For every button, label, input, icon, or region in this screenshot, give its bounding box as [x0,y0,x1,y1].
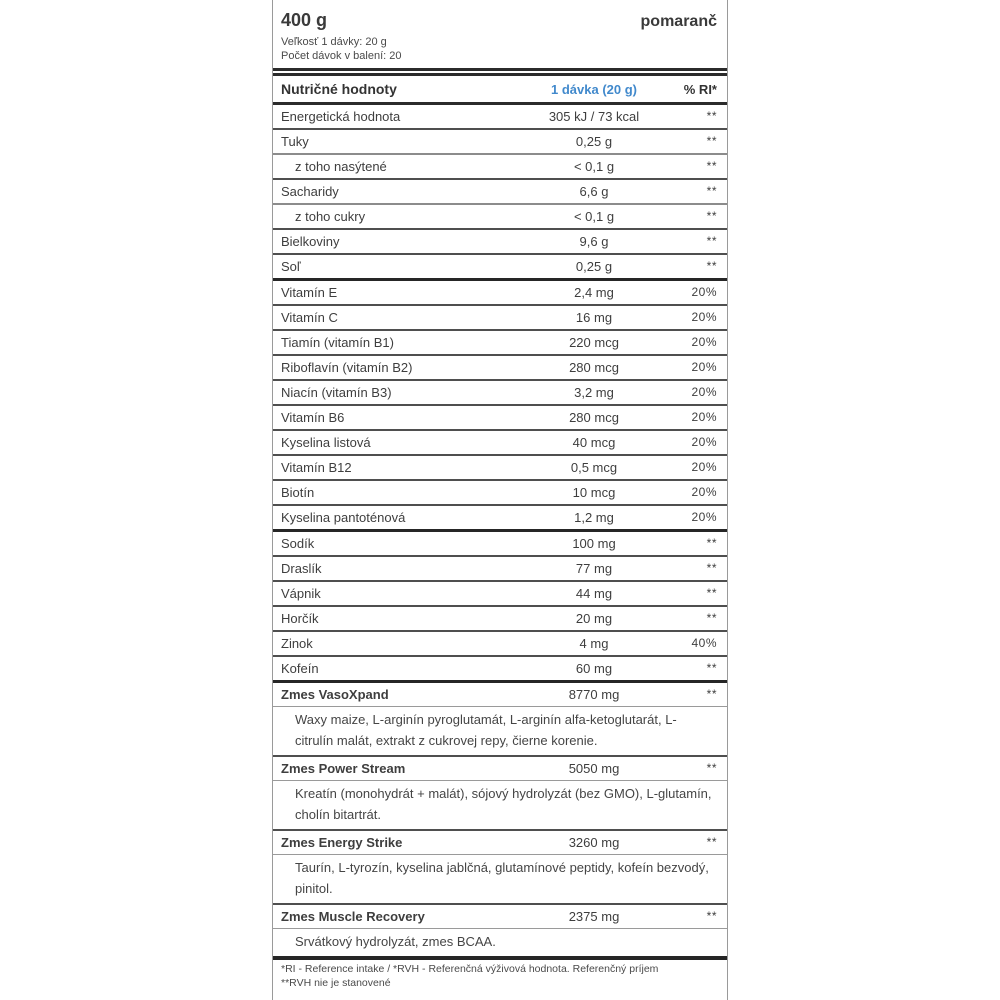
row-label: Vitamín B12 [281,460,352,475]
column-header-ri: % RI* [683,81,717,97]
row-label: Energetická hodnota [281,109,401,124]
row-value: 5050 mg [568,761,620,776]
row-ri: 20% [691,410,717,424]
table-row [273,504,727,529]
row-label: z toho cukry [295,209,366,224]
label-header [273,8,727,35]
nutrition-label [272,0,728,1000]
row-value: 3,2 mg [574,385,614,400]
row-value: 100 mg [572,536,616,551]
row-ri: 20% [691,460,717,474]
row-label: Kofeín [281,661,319,676]
row-label: Zmes Power Stream [281,761,406,776]
row-value: 60 mg [575,661,613,676]
table-row [273,655,727,680]
row-label: Sacharidy [281,184,339,199]
table-row [273,278,727,304]
table-row [273,479,727,504]
row-ri: ** [706,687,717,701]
row-value: 10 mcg [572,485,616,500]
row-label: Zmes Muscle Recovery [281,909,425,924]
row-label: Tiamín (vitamín B1) [281,335,394,350]
table-row [273,178,727,203]
row-value: 16 mg [575,310,613,325]
row-value: 280 mcg [569,410,619,425]
ingredient-description: Taurín, L-tyrozín, kyselina jablčná, glutamínové peptidy, kofeín bezvodý, pinitol. [273,854,727,903]
row-ri: ** [706,109,717,123]
row-value: 280 mcg [569,360,619,375]
table-row [273,630,727,655]
row-value: 6,6 g [579,184,609,199]
row-value: < 0,1 g [573,209,615,224]
table-row [273,153,727,178]
row-label: Vitamín C [281,310,338,325]
row-ri: ** [706,611,717,625]
row-value: 0,5 mcg [570,460,618,475]
table-row [273,228,727,253]
row-ri: 20% [691,385,717,399]
table-row [273,429,727,454]
row-ri: ** [706,835,717,849]
table-row [273,454,727,479]
ingredient-description: Waxy maize, L-arginín pyroglutamát, L-arginín alfa-ketoglutarát, L-citrulín malát, extrakt z cukrovej repy, čierne korenie. [273,706,727,755]
row-ri: ** [706,661,717,675]
table-row [273,605,727,630]
table-row [273,404,727,429]
row-value: 2375 mg [568,909,620,924]
row-value: 0,25 g [575,134,613,149]
row-label: Kyselina pantoténová [281,510,406,525]
row-value: 305 kJ / 73 kcal [548,109,640,124]
column-header-nutrients: Nutričné hodnoty [281,81,397,97]
product-weight: 400 g [281,10,328,30]
row-label: Zmes VasoXpand [281,687,389,702]
row-ri: ** [706,909,717,923]
table-row [273,304,727,329]
row-value: 0,25 g [575,259,613,274]
table-header-row [273,68,727,105]
row-value: 4 mg [579,636,609,651]
row-ri: ** [706,536,717,550]
row-label: Zmes Energy Strike [281,835,403,850]
serving-size-line: Veľkosť 1 dávky: 20 g [281,36,387,48]
table-row [273,379,727,404]
row-label: Draslík [281,561,322,576]
footnote-ri: *RI - Reference intake / *RVH - Referenčná výživová hodnota. Referenčný príjem [281,963,659,975]
row-ri: ** [706,209,717,223]
ingredient-description: Kreatín (monohydrát + malát), sójový hydrolyzát (bez GMO), L-glutamín, cholín bitartrát. [273,780,727,829]
row-value: 40 mcg [572,435,616,450]
row-ri: ** [706,561,717,575]
row-label: Tuky [281,134,309,149]
table-row [273,829,727,854]
row-label: Biotín [281,485,315,500]
row-label: Vitamín B6 [281,410,345,425]
row-label: Bielkoviny [281,234,340,249]
row-ri: 20% [691,335,717,349]
table-row [273,105,727,128]
row-ri: 20% [691,310,717,324]
table-row [273,253,727,278]
row-label: Vápnik [281,586,321,601]
product-flavor: pomaranč [640,13,717,30]
table-row [273,329,727,354]
row-label: Riboflavín (vitamín B2) [281,360,413,375]
row-value: 77 mg [575,561,613,576]
table-row [273,555,727,580]
row-ri: 20% [691,435,717,449]
row-ri: ** [706,259,717,273]
row-label: Vitamín E [281,285,338,300]
row-value: < 0,1 g [573,159,615,174]
row-value: 44 mg [575,586,613,601]
row-ri: 20% [691,360,717,374]
row-ri: ** [706,184,717,198]
row-value: 2,4 mg [574,285,614,300]
row-ri: ** [706,761,717,775]
row-ri: ** [706,234,717,248]
ingredient-description: Srvátkový hydrolyzát, zmes BCAA. [273,928,727,956]
table-row [273,755,727,780]
row-ri: ** [706,586,717,600]
row-ri: 20% [691,285,717,299]
row-label: Soľ [281,259,301,274]
servings-count-line: Počet dávok v balení: 20 [281,50,402,62]
row-ri: 20% [691,485,717,499]
row-label: Kyselina listová [281,435,371,450]
footnotes [273,956,727,992]
table-row [273,128,727,153]
row-label: z toho nasýtené [295,159,387,174]
table-row [273,903,727,928]
row-ri: 20% [691,510,717,524]
table-row [273,529,727,555]
row-label: Horčík [281,611,319,626]
row-value: 220 mcg [569,335,619,350]
nutrition-rows [273,105,727,956]
row-value: 9,6 g [579,234,609,249]
table-row [273,203,727,228]
column-header-serving: 1 dávka (20 g) [551,81,637,97]
table-row [273,680,727,706]
row-label: Zinok [281,636,313,651]
table-row [273,354,727,379]
footnote-rvh: **RVH nie je stanovené [281,976,391,989]
row-ri: ** [706,159,717,173]
table-row [273,580,727,605]
row-value: 20 mg [575,611,613,626]
row-value: 3260 mg [568,835,620,850]
row-label: Sodík [281,536,315,551]
row-value: 1,2 mg [574,510,614,525]
row-value: 8770 mg [568,687,620,702]
row-ri: ** [706,134,717,148]
row-ri: 40% [691,636,717,650]
row-label: Niacín (vitamín B3) [281,385,392,400]
